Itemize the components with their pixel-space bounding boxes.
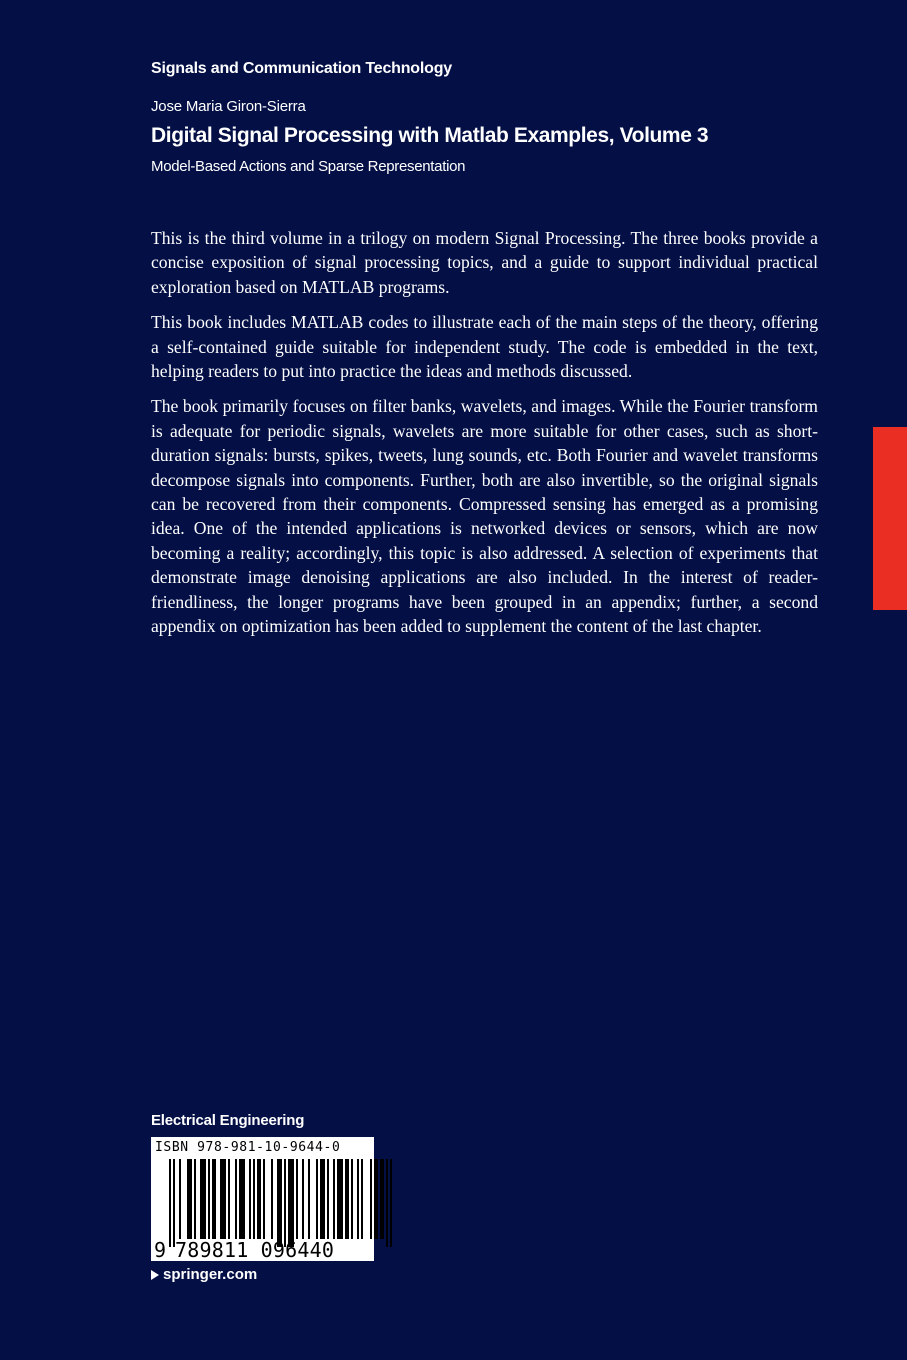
- description: [151, 226, 818, 650]
- book-subtitle: Model-Based Actions and Sparse Representation: [151, 158, 466, 175]
- red-edge-tab: [873, 427, 907, 610]
- description-paragraph-1: This is the third volume in a trilogy on modern Signal Processing. The three books provide a concise exposition of signal processing topics, and a guide to support individual practical exploration based on MATLAB programs.: [151, 228, 818, 297]
- ean-first-digit: 9: [154, 1238, 167, 1262]
- barcode-bar: [390, 1159, 392, 1247]
- website-label: springer.com: [163, 1266, 258, 1283]
- isbn-label: ISBN 978-981-10-9644-0: [155, 1140, 341, 1155]
- isbn-barcode: [151, 1137, 374, 1261]
- author-name: Jose Maria Giron-Sierra: [151, 98, 306, 115]
- subject-category: Electrical Engineering: [151, 1112, 305, 1129]
- series-name: Signals and Communication Technology: [151, 60, 452, 77]
- description-paragraph-3: The book primarily focuses on filter banks, wavelets, and images. While the Fourier transform is adequate for periodic signals, wavelets are more suitable for other cases, such as short-duration signals: bursts, spikes, tweets, lung sounds, etc. Both Fourier and wavelet transforms decompose signals into components. Further, both are also invertible, so the original signals can be recovered from their components. Compressed sensing has emerged as a promising idea. One of the intended applications is networked devices or sensors, which are now becoming a reality; accordingly, this topic is also addressed. A selection of experiments that demonstrate image denoising applications are also included. In the interest of reader-friendliness, the longer programs have been grouped in an appendix; further, a second appendix on optimization has been added to supplement the content of the last chapter.: [151, 396, 818, 637]
- right-triangle-icon: [151, 1270, 159, 1280]
- description-paragraph-2: This book includes MATLAB codes to illustrate each of the main steps of the theory, offering a self-contained guide suitable for independent study. The code is embedded in the text, helping readers to put into practice the ideas and methods discussed.: [151, 312, 818, 382]
- ean-digits: 789811 096440: [175, 1238, 335, 1262]
- book-title: Digital Signal Processing with Matlab Examples, Volume 3: [151, 124, 709, 147]
- barcode-bars: [169, 1159, 392, 1241]
- publisher-website[interactable]: [151, 1266, 257, 1283]
